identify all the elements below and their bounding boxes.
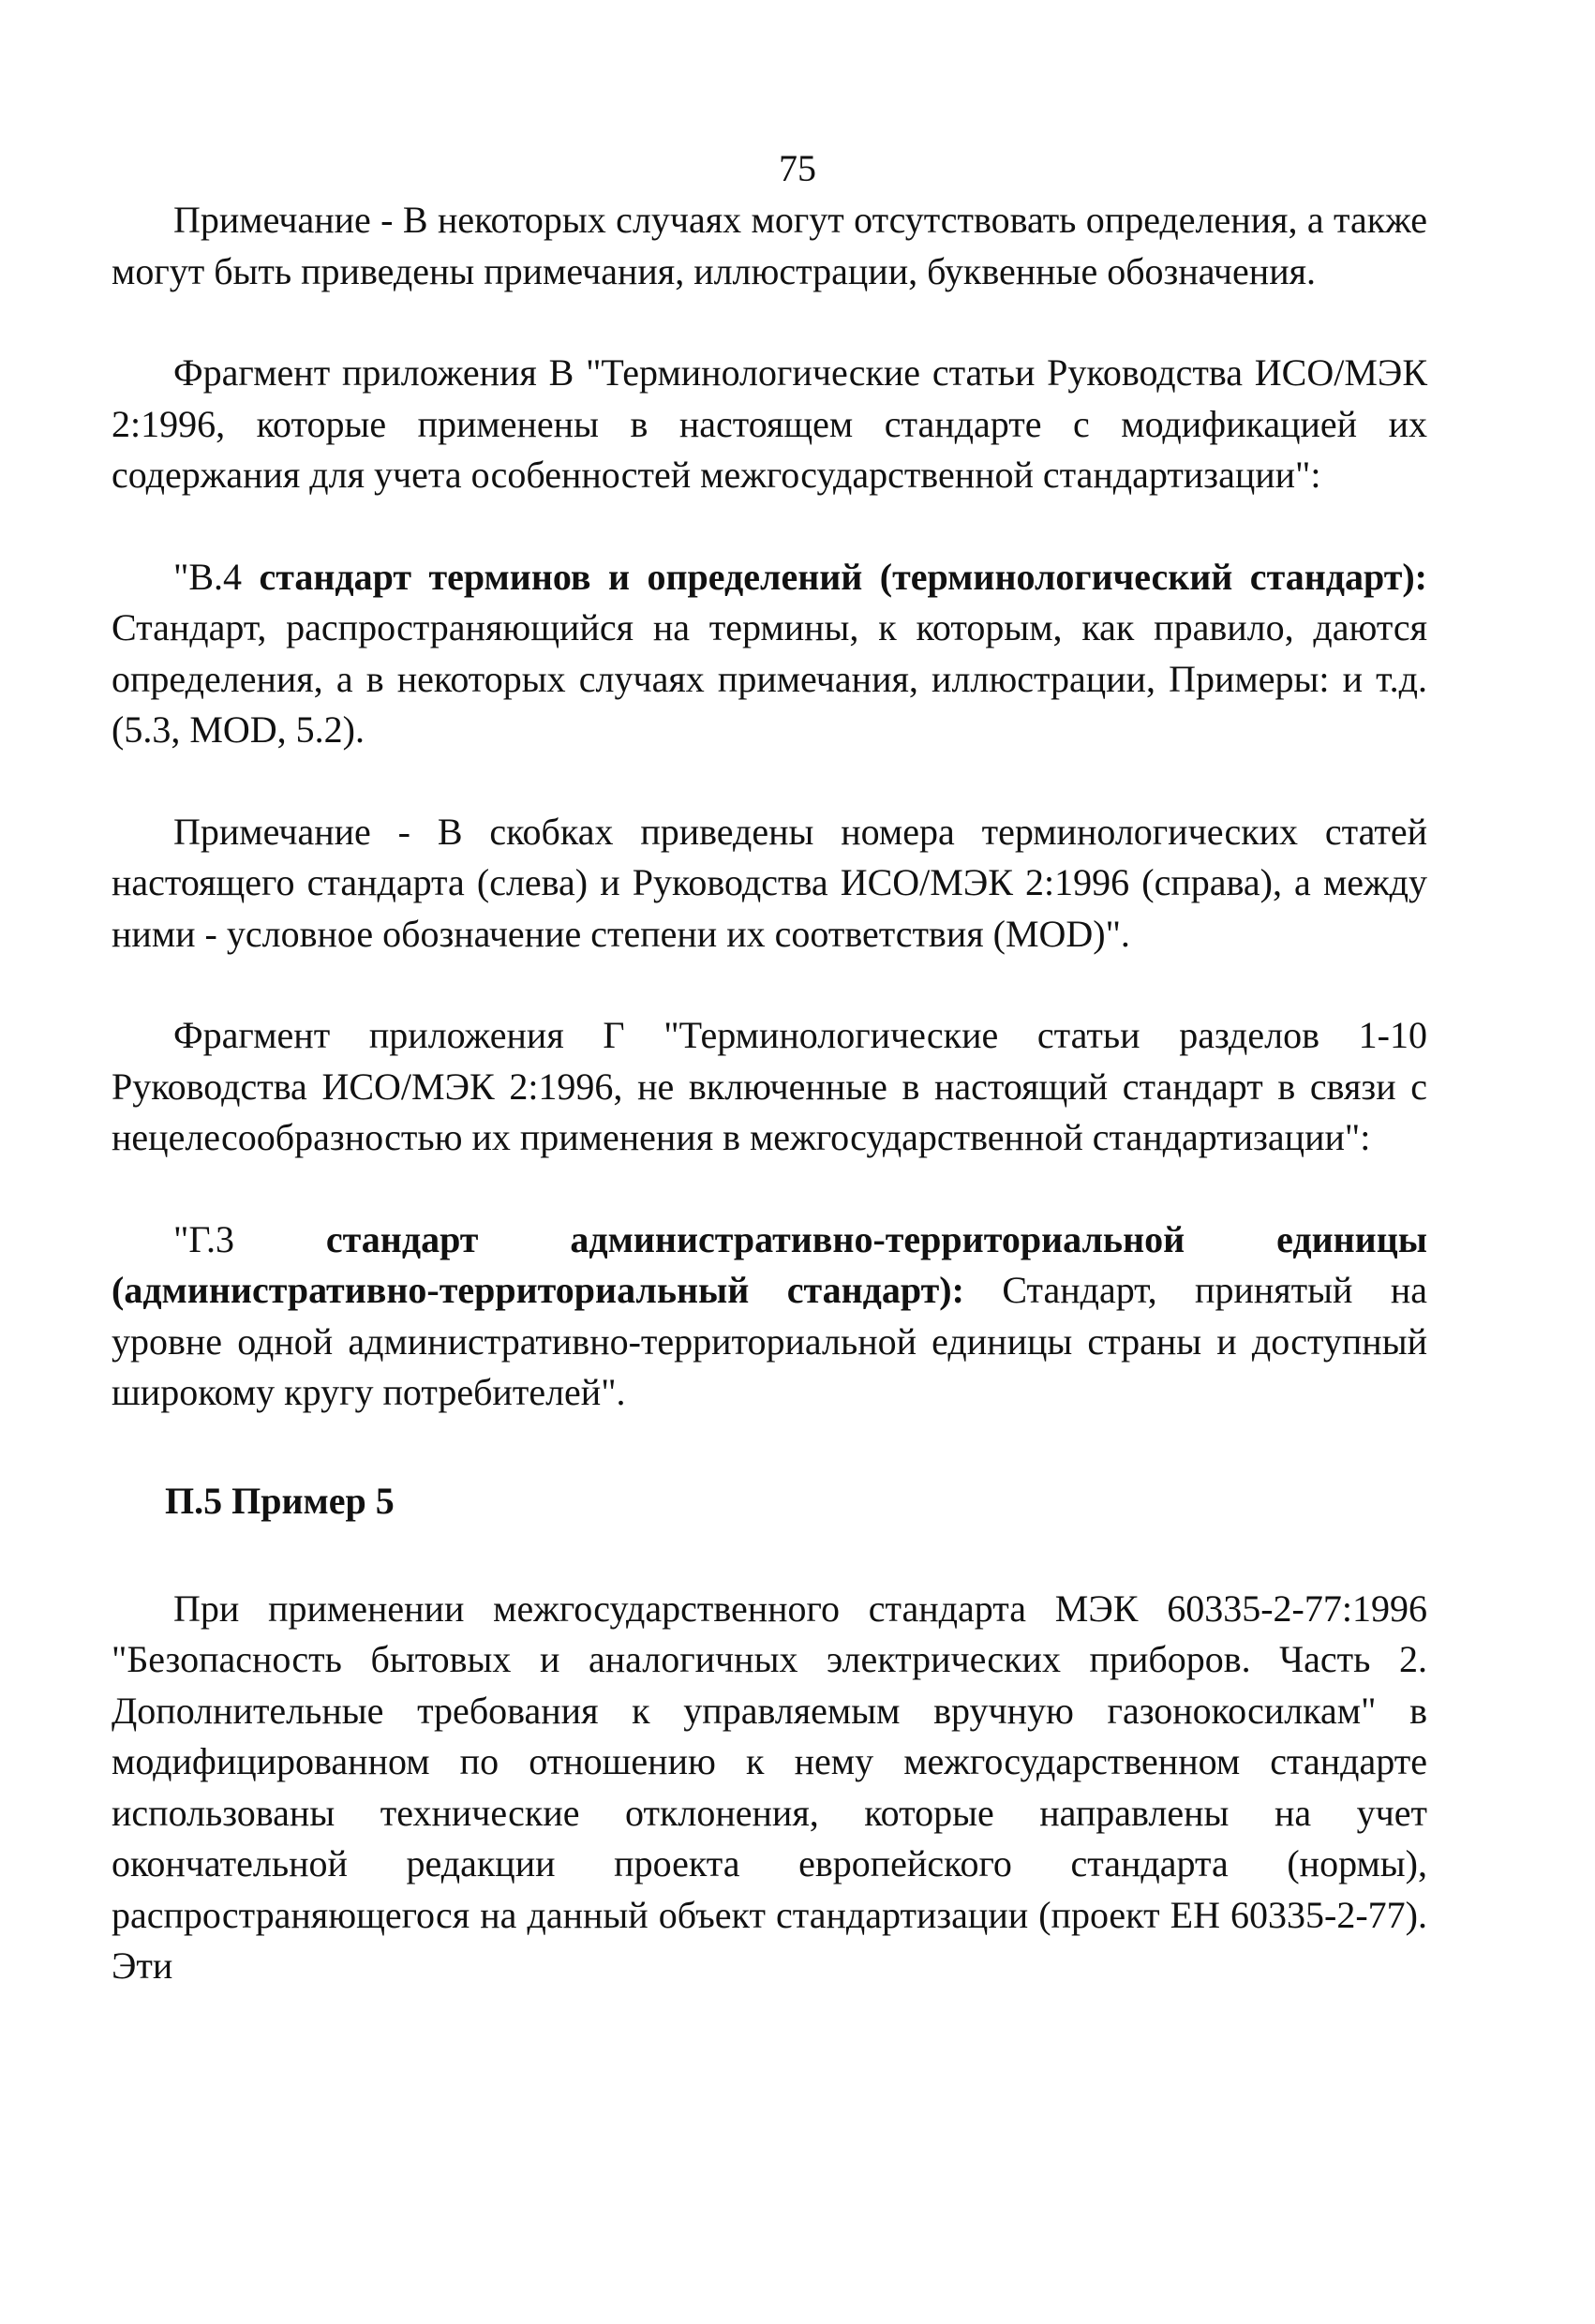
page-number: 75 bbox=[779, 147, 816, 189]
fragment-appendix-g-paragraph: Фрагмент приложения Г "Терминологические статьи разделов 1-10 Руководства ИСО/МЭК 2:1996, не включенные в настоящий стандарт в связи с нецелесообразностью их применения в межгосударственной стандартизации": bbox=[112, 1014, 1427, 1158]
term-article-v4-prefix: "В.4 bbox=[173, 555, 260, 598]
term-article-v4-text: Стандарт, распространяющийся на термины, к которым, как правило, даются определения, а в некоторых случаях примечания, иллюстрации, Примеры: и т.д. (5.3, MOD, 5.2). bbox=[112, 606, 1427, 751]
document-body bbox=[112, 195, 1427, 1992]
term-article-g3-term: стандарт административно-территориальной единицы (административно-территориальный стандарт): bbox=[112, 1217, 1427, 1311]
fragment-appendix-v-paragraph: Фрагмент приложения В "Терминологические статьи Руководства ИСО/МЭК 2:1996, которые применены в настоящем стандарте с модификацией их содержания для учета особенностей межгосударственной стандартизации": bbox=[112, 351, 1427, 496]
note-paragraph-2: Примечание - В скобках приведены номера терминологических статей настоящего стандарта (слева) и Руководства ИСО/МЭК 2:1996 (справа), а между ними - условное обозначение степени их соответствия (MOD)". bbox=[112, 810, 1427, 955]
term-article-g3-prefix: "Г.3 bbox=[173, 1217, 326, 1260]
note-paragraph-1: Примечание - В некоторых случаях могут отсутствовать определения, а также могут быть приведены примечания, иллюстрации, буквенные обозначения. bbox=[112, 199, 1427, 292]
section-heading: П.5 Пример 5 bbox=[165, 1479, 395, 1522]
term-article-g3-text: Стандарт, принятый на уровне одной административно-территориальной единицы страны и доступный широкому кругу потребителей". bbox=[112, 1269, 1427, 1413]
term-article-v4-term: стандарт терминов и определений (терминологический стандарт): bbox=[259, 555, 1427, 598]
example-5-paragraph: При применении межгосударственного стандарта МЭК 60335-2-77:1996 "Безопасность бытовых и аналогичных электрических приборов. Часть 2. Дополнительные требования к управляемым вручную газонокосилкам" в модифицированном по отношению к нему межгосударственном стандарте использованы технические отклонения, которые направлены на учет окончательной редакции проекта европейского стандарта (нормы), распространяющегося на данный объект стандартизации (проект ЕН 60335-2-77). Эти bbox=[112, 1587, 1427, 1987]
term-article-v4 bbox=[112, 552, 1427, 756]
term-article-g3 bbox=[112, 1214, 1427, 1419]
